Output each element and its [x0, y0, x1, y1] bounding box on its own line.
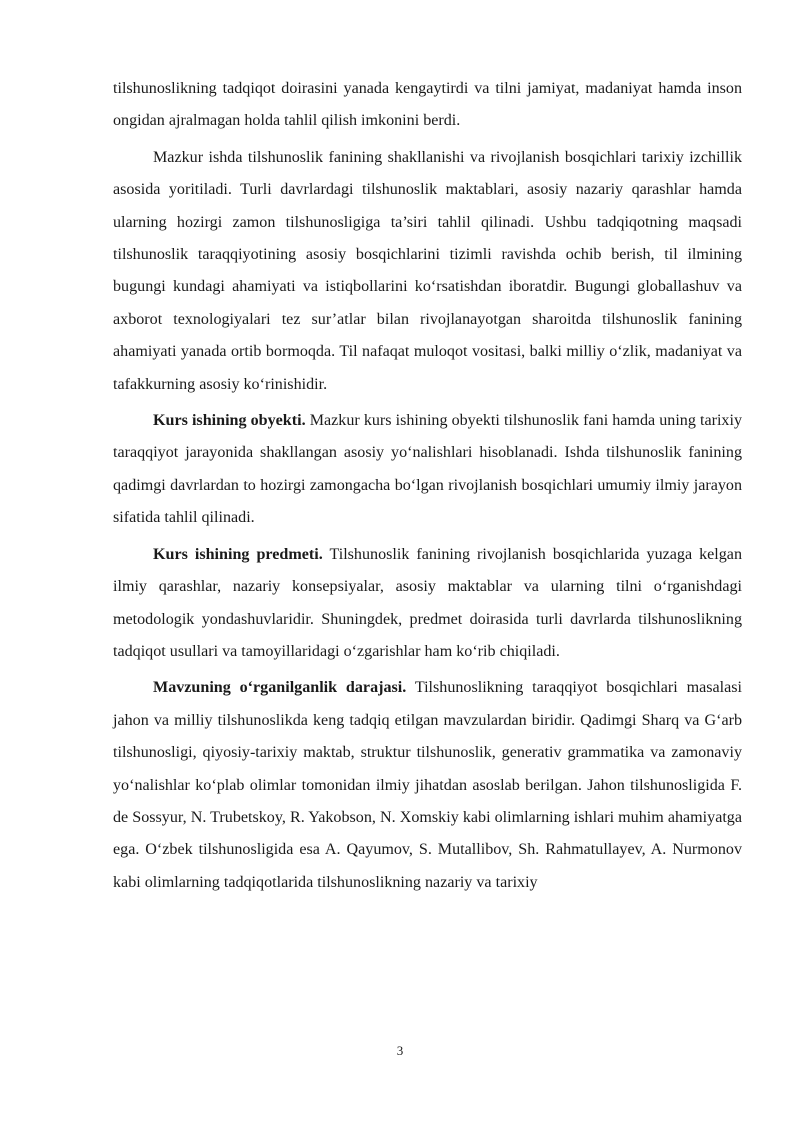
- paragraph-text: Mazkur kurs ishining obyekti tilshunoslik fani hamda uning tarixiy taraqqiyot jarayonida shakllangan asosiy yo‘nalishlari hisoblanadi. Ishda tilshunoslik fanining qadimgi davrlardan to hozirgi zamongacha bo‘lgan rivojlanish bosqichlari umumiy ilmiy jarayon sifatida tahlil qilinadi.: [113, 412, 742, 527]
- paragraph-subject: [113, 539, 742, 669]
- paragraph-heading: Kurs ishining predmeti.: [153, 545, 323, 563]
- paragraph-continuation: [113, 73, 742, 138]
- paragraph-text: Mazkur ishda tilshunoslik fanining shakllanishi va rivojlanish bosqichlari tarixiy izchillik asosida yoritiladi. Turli davrlardagi tilshunoslik maktablari, asosiy nazariy qarashlar hamda ularning hozirgi zamon tilshunosligiga ta’siri tahlil qilinadi. Ushbu tadqiqotning maqsadi tilshunoslik taraqqiyotining asosiy bosqichlarini tizimli ravishda ochib berish, til ilmining bugungi kundagi ahamiyati va istiqbollarini ko‘rsatishdan iboratdir. Bugungi globallashuv va axborot texnologiyalari tez sur’atlar bilan rivojlanayotgan sharoitda tilshunoslik fanining ahamiyati yanada ortib bormoqda. Til nafaqat muloqot vositasi, balki milliy o‘zlik, madaniyat va tafakkurning asosiy ko‘rinishidir.: [113, 148, 742, 393]
- paragraph-text: Tilshunoslikning taraqqiyot bosqichlari masalasi jahon va milliy tilshunoslikda keng tadqiq etilgan mavzulardan biridir. Qadimgi Sharq va G‘arb tilshunosligi, qiyosiy-tarixiy maktab, struktur tilshunoslik, generativ grammatika va zamonaviy yo‘nalishlar ko‘plab olimlar tomonidan ilmiy jihatdan asoslab berilgan. Jahon tilshunosligida F. de Sossyur, N. Trubetskoy, R. Yakobson, N. Xomskiy kabi olimlarning ishlari muhim ahamiyatga ega. O‘zbek tilshunosligida esa A. Qayumov, S. Mutallibov, Sh. Rahmatullayev, A. Nurmonov kabi olimlarning tadqiqotlarida tilshunoslikning nazariy va tarixiy: [113, 679, 742, 891]
- paragraph-object: [113, 405, 742, 535]
- paragraph-heading: Mavzuning o‘rganilganlik darajasi.: [153, 679, 407, 697]
- paragraph-text: tilshunoslikning tadqiqot doirasini yanada kengaytirdi va tilni jamiyat, madaniyat hamda inson ongidan ajralmagan holda tahlil qilish imkonini berdi.: [113, 80, 742, 130]
- paragraph-introduction: [113, 142, 742, 401]
- page-number: 3: [396, 1043, 404, 1058]
- paragraph-study-level: [113, 672, 742, 899]
- paragraph-text: Tilshunoslik fanining rivojlanish bosqichlarida yuzaga kelgan ilmiy qarashlar, nazariy konsepsiyalar, asosiy maktablar va ularning tilni o‘rganishdagi metodologik yondashuvlaridir. Shuningdek, predmet doirasida turli davrlarda tilshunoslikning tadqiqot usullari va tamoyillaridagi o‘zgarishlar ham ko‘rib chiqiladi.: [113, 545, 742, 660]
- paragraph-heading: Kurs ishining obyekti.: [153, 412, 306, 430]
- document-page: [113, 73, 742, 903]
